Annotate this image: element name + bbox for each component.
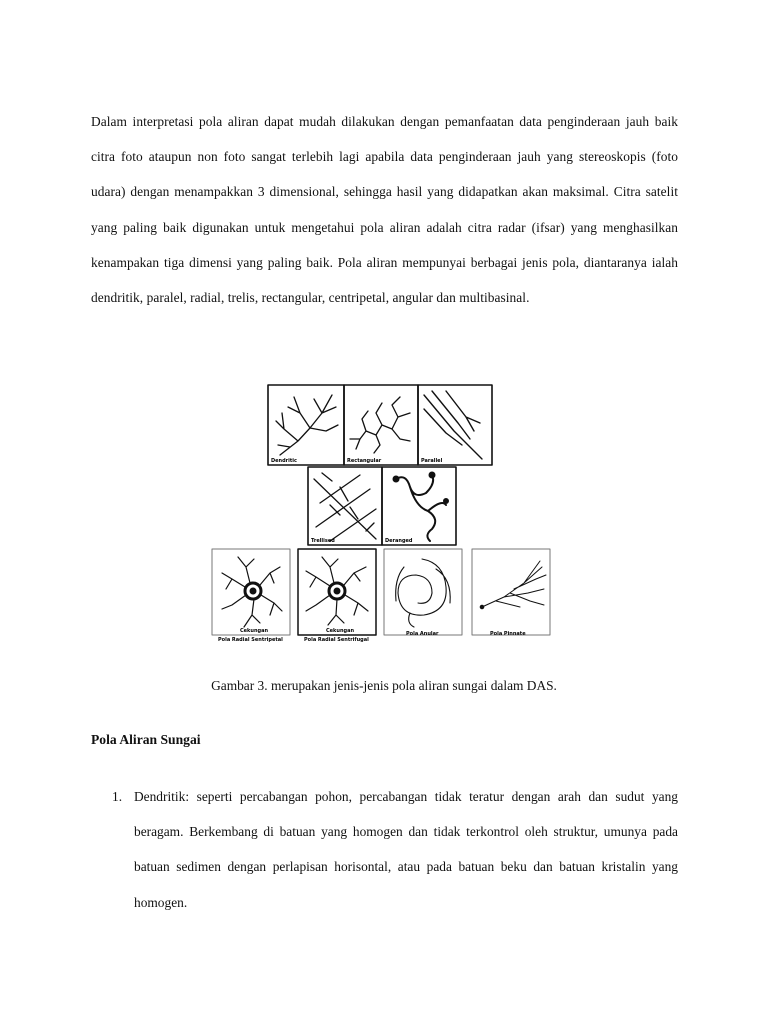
centripetal-panel — [212, 549, 290, 643]
parallel-label: Parallel — [421, 458, 443, 464]
centripetal-top-label: Cekungan — [240, 628, 269, 634]
annular-label: Pola Anular — [406, 631, 439, 637]
trellised-panel — [308, 467, 382, 545]
trellised-label: Trellised — [311, 538, 335, 544]
deranged-panel — [382, 467, 456, 545]
dendritic-panel — [268, 385, 344, 465]
rectangular-label: Rectangular — [347, 458, 382, 464]
list-item-number: 1. — [112, 789, 123, 804]
numbered-list — [91, 779, 678, 920]
deranged-label: Deranged — [385, 538, 413, 544]
dendritic-label: Dendritic — [271, 458, 297, 464]
centripetal-bottom-label: Pola Radial Sentripetal — [218, 637, 283, 643]
centrifugal-top-label: Cekungan — [326, 628, 355, 634]
parallel-panel — [418, 385, 492, 465]
list-item — [91, 779, 678, 920]
list-item-text: Dendritik: seperti percabangan pohon, percabangan tidak teratur dengan arah dan sudut yang beragam. Berkembang di batuan yang homogen dan tidak terkontrol oleh struktur, umunya pada batuan sedimen dengan perlapisan horisontal, atau pada batuan beku dan batuan kristalin yang homogen. — [134, 789, 678, 910]
centrifugal-bottom-label: Pola Radial Sentrifugal — [304, 637, 369, 643]
intro-paragraph: Dalam interpretasi pola aliran dapat mudah dilakukan dengan pemanfaatan data penginderaan jauh baik citra foto ataupun non foto sangat terlebih lagi apabila data penginderaan jauh yang stereoskopis (foto udara) dengan menampakkan 3 dimensional, sehingga hasil yang didapatkan akan maksimal. Citra satelit yang paling baik digunakan untuk mengetahui pola aliran adalah citra radar (ifsar) yang menghasilkan kenampakan tiga dimensi yang paling baik. Pola aliran mempunyai berbagai jenis pola, diantaranya ialah dendritik, paralel, radial, trelis, rectangular, centripetal, angular dan multibasinal. — [91, 114, 678, 306]
figure-caption: Gambar 3. merupakan jenis-jenis pola aliran sungai dalam DAS. — [211, 678, 557, 693]
rectangular-panel — [344, 385, 418, 465]
section-heading: Pola Aliran Sungai — [91, 732, 201, 747]
centrifugal-panel — [298, 549, 376, 643]
pinnate-panel — [472, 549, 550, 637]
drainage-pattern-diagram — [210, 383, 570, 645]
pinnate-label: Pola Pinnate — [490, 631, 526, 637]
annular-panel — [384, 549, 462, 637]
drainage-pattern-figure — [210, 383, 570, 645]
